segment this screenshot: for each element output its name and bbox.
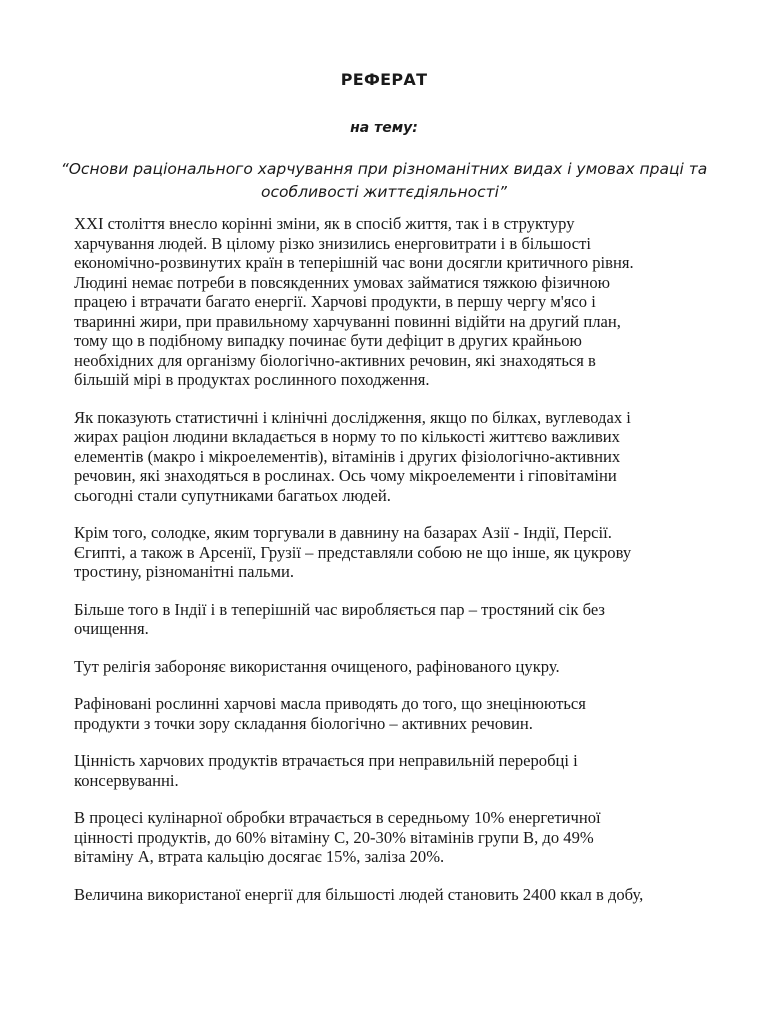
paragraph-line: необхідних для організму біологічно-активних речовин, які знаходяться в bbox=[74, 350, 596, 370]
paragraph-line: Тут релігія забороняє використання очищеного, рафінованого цукру. bbox=[74, 656, 560, 676]
paragraph-line: сьогодні стали супутниками багатьох людей. bbox=[74, 485, 391, 505]
body-paragraph bbox=[74, 523, 702, 582]
paragraph-line: жирах раціон людини вкладається в норму то по кількості життєво важливих bbox=[74, 427, 620, 446]
document-title: РЕФЕРАТ bbox=[340, 70, 428, 89]
body-paragraph bbox=[74, 885, 702, 905]
paragraph-line: економічно-розвинутих країн в теперішній час вони досягли критичного рівня. bbox=[74, 253, 634, 272]
paragraph-line: Цінність харчових продуктів втрачається при неправильній переробці і bbox=[74, 751, 578, 770]
theme-line: “Основи раціонального харчування при різноманітних видах і умовах праці та bbox=[60, 160, 708, 178]
document-subtitle: на тему: bbox=[350, 120, 418, 136]
paragraph-line: Людині немає потреби в повсякденних умовах займатися тяжкою фізичною bbox=[74, 272, 611, 292]
paragraph-line: В процесі кулінарної обробки втрачається в середньому 10% енергетичної bbox=[74, 808, 601, 827]
paragraph-line: працею і втрачати багато енергії. Харчові продукти, в першу чергу м'ясо і bbox=[74, 292, 596, 311]
paragraph-line: цінності продуктів, до 60% вітаміну С, 20-30% вітамінів групи В, до 49% bbox=[74, 827, 594, 847]
body-paragraph bbox=[74, 751, 702, 790]
paragraph-line: Єгипті, а також в Арсенії, Грузії – представляли собою не що інше, як цукрову bbox=[74, 542, 632, 562]
paragraph-line: харчування людей. В цілому різко знизились енерговитрати і в більшості bbox=[74, 233, 591, 253]
paragraph-line: тваринні жири, при правильному харчуванні повинні відійти на другий план, bbox=[74, 311, 621, 331]
paragraph-line: продукти з точки зору складання біологічно – активних речовин. bbox=[74, 713, 533, 733]
body-paragraph bbox=[74, 808, 702, 867]
document-theme bbox=[60, 158, 708, 204]
paragraph-line: Більше того в Індії і в теперішній час виробляється пар – тростяний сік без bbox=[74, 599, 605, 619]
body-paragraph bbox=[74, 657, 702, 677]
body-paragraph bbox=[74, 408, 702, 506]
paragraph-line: Як показують статистичні і клінічні дослідження, якщо по білках, вуглеводах і bbox=[74, 407, 631, 427]
paragraph-line: речовин, які знаходяться в рослинах. Ось чому мікроелементи і гіповітаміни bbox=[74, 466, 617, 485]
paragraph-line: елементів (макро і мікроелементів), вітамінів і других фізіологічно-активних bbox=[74, 446, 621, 466]
paragraph-line: більшій мірі в продуктах рослинного походження. bbox=[74, 370, 430, 389]
paragraph-line: Величина використаної енергії для більшості людей становить 2400 ккал в добу, bbox=[74, 884, 644, 904]
document-body bbox=[74, 214, 702, 922]
paragraph-line: Рафіновані рослинні харчові масла приводять до того, що знецінюються bbox=[74, 694, 586, 713]
body-paragraph bbox=[74, 694, 702, 733]
paragraph-line: XXI століття внесло корінні зміни, як в спосіб життя, так і в структуру bbox=[74, 214, 575, 233]
paragraph-line: Крім того, солодке, яким торгували в давнину на базарах Азії - Індії, Персії. bbox=[74, 523, 612, 542]
paragraph-line: очищення. bbox=[74, 619, 149, 638]
paragraph-line: тому що в подібному випадку починає бути дефіцит в других крайньою bbox=[74, 331, 582, 350]
paragraph-line: консервуванні. bbox=[74, 770, 179, 790]
body-paragraph bbox=[74, 600, 702, 639]
body-paragraph bbox=[74, 214, 702, 390]
paragraph-line: тростину, різноманітні пальми. bbox=[74, 562, 294, 581]
theme-line: особливості життєдіяльності” bbox=[261, 183, 507, 201]
paragraph-line: вітаміну А, втрата кальцію досягає 15%, заліза 20%. bbox=[74, 847, 445, 866]
